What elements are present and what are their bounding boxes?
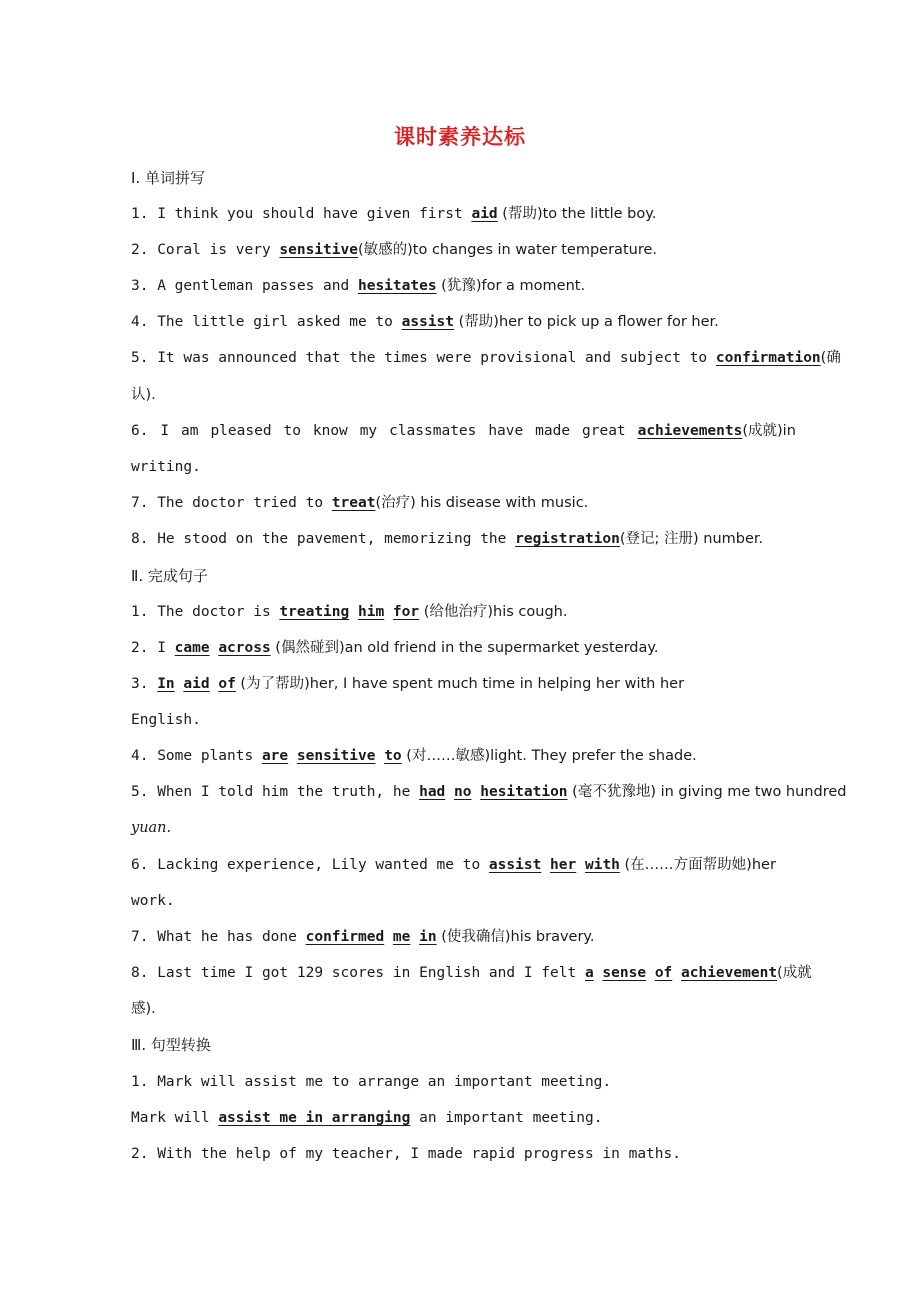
question-text: 1. I think you should have given first <box>131 206 472 222</box>
word: I <box>160 423 170 439</box>
question-text: an important meeting. <box>410 1110 603 1126</box>
answer: aid <box>471 206 498 222</box>
question-text: 5. When I told him the truth, he <box>131 784 420 800</box>
s1-question-6-cont: writing. <box>131 459 201 475</box>
section-heading-3: Ⅲ. 句型转换 <box>131 1036 211 1054</box>
answer: to <box>384 748 402 764</box>
answer: treat <box>331 495 376 511</box>
answer: of <box>218 676 236 692</box>
answer: in <box>419 929 437 945</box>
answer: hesitates <box>357 278 437 294</box>
answer: no <box>454 784 472 800</box>
s2-question-8-cont: 感). <box>131 1001 156 1017</box>
answer: achievements <box>637 423 743 439</box>
question-text: 7. The doctor tried to <box>131 495 332 511</box>
word: am <box>181 423 199 439</box>
question-text: 2. I <box>131 640 175 656</box>
word: know <box>312 423 348 439</box>
s3-question-2: 2. With the help of my teacher, I made rapid progress in maths. <box>131 1146 681 1162</box>
question-text: (治疗) his disease with music. <box>375 495 589 511</box>
word: pleased <box>210 423 272 439</box>
question-text: (敏感的)to changes in water temperature. <box>357 242 657 258</box>
question-text: 7. What he has done <box>131 929 306 945</box>
answer: a <box>584 965 594 981</box>
s2-question-8 <box>131 963 861 983</box>
answer: assist <box>488 857 542 873</box>
s2-question-7 <box>131 927 861 947</box>
s2-question-6 <box>131 855 861 875</box>
question-text: 8. He stood on the pavement, memorizing the <box>131 531 516 547</box>
word: 6. <box>131 423 149 439</box>
s1-question-2 <box>131 240 861 260</box>
answer: assist <box>401 314 455 330</box>
s1-question-4 <box>131 312 861 332</box>
answer: confirmation <box>715 350 821 366</box>
answer: In <box>157 676 175 692</box>
question-text: (为了帮助)her, I have spent much time in helping her with her <box>235 676 685 692</box>
answer: sensitive <box>279 242 358 258</box>
question-text: (毫不犹豫地) in giving me two hundred <box>567 784 847 800</box>
s1-question-3 <box>131 276 861 296</box>
answer: him <box>357 604 385 620</box>
s1-question-8 <box>131 529 861 549</box>
s2-question-6-cont: work. <box>131 893 175 909</box>
question-text: (登记; 注册) number. <box>619 531 764 547</box>
word: my <box>359 423 378 439</box>
question-text: 8. Last time I got 129 scores in English and I felt <box>131 965 585 981</box>
s3-question-1: 1. Mark will assist me to arrange an important meeting. <box>131 1074 612 1090</box>
answer: aid <box>183 676 210 692</box>
question-text: (偶然碰到)an old friend in the supermarket yesterday. <box>270 640 659 656</box>
answer: had <box>419 784 446 800</box>
section-heading-2: Ⅱ. 完成句子 <box>131 567 208 585</box>
question-text: 5. It was announced that the times were provisional and subject to <box>131 350 716 366</box>
answer: treating <box>279 604 350 620</box>
s1-question-6 <box>131 421 861 441</box>
question-text: (成就 <box>777 965 812 981</box>
answer: her <box>550 857 577 873</box>
answer: across <box>218 640 271 656</box>
answer: registration <box>515 531 620 547</box>
answer: achievement <box>681 965 778 981</box>
question-text: 3. <box>131 676 158 692</box>
question-text: (帮助)her to pick up a flower for her. <box>454 314 719 330</box>
question-text: (帮助)to the little boy. <box>497 206 657 222</box>
s1-question-1 <box>131 204 861 224</box>
s2-question-5 <box>131 782 861 802</box>
question-text: (给他治疗)his cough. <box>419 604 568 620</box>
s2-question-5-cont: yuan. <box>131 820 172 836</box>
answer: for <box>392 604 420 620</box>
question-text: 1. The doctor is <box>131 604 280 620</box>
answer: confirmed <box>305 929 385 945</box>
question-text: (使我确信)his bravery. <box>436 929 595 945</box>
s2-question-3-cont: English. <box>131 712 201 728</box>
question-text: (确 <box>820 350 841 366</box>
question-text: (成就)in <box>742 423 796 439</box>
question-text: (犹豫)for a moment. <box>436 278 586 294</box>
s1-question-5-cont: 认). <box>131 387 156 403</box>
answer: hesitation <box>480 784 568 800</box>
question-text: 2. Coral is very <box>131 242 280 258</box>
question-text: Mark will <box>131 1110 219 1126</box>
page-title: 课时素养达标 <box>394 125 526 149</box>
answer: assist me in arranging <box>218 1110 411 1126</box>
answer: sensitive <box>296 748 376 764</box>
answer: sense <box>602 965 647 981</box>
answer: are <box>261 748 289 764</box>
question-text: (对……敏感)light. They prefer the shade. <box>401 748 697 764</box>
s1-question-5 <box>131 348 861 368</box>
s2-question-4 <box>131 746 861 766</box>
s2-question-2 <box>131 638 861 658</box>
question-text: 3. A gentleman passes and <box>131 278 358 294</box>
word: have <box>488 423 524 439</box>
word: made <box>535 423 571 439</box>
answer: with <box>584 857 620 873</box>
word: great <box>582 423 626 439</box>
s2-question-1 <box>131 602 861 622</box>
question-text: 6. Lacking experience, Lily wanted me to <box>131 857 489 873</box>
word: to <box>283 423 301 439</box>
word: classmates <box>389 423 477 439</box>
s1-question-7 <box>131 493 861 513</box>
question-text: 4. The little girl asked me to <box>131 314 402 330</box>
answer: came <box>174 640 210 656</box>
answer: me <box>392 929 411 945</box>
s3-question-1-answer <box>131 1108 861 1128</box>
question-text: 4. Some plants <box>131 748 262 764</box>
answer: of <box>654 965 673 981</box>
question-text: (在……方面帮助她)her <box>619 857 776 873</box>
s2-question-3 <box>131 674 861 694</box>
section-heading-1: Ⅰ. 单词拼写 <box>131 169 205 187</box>
